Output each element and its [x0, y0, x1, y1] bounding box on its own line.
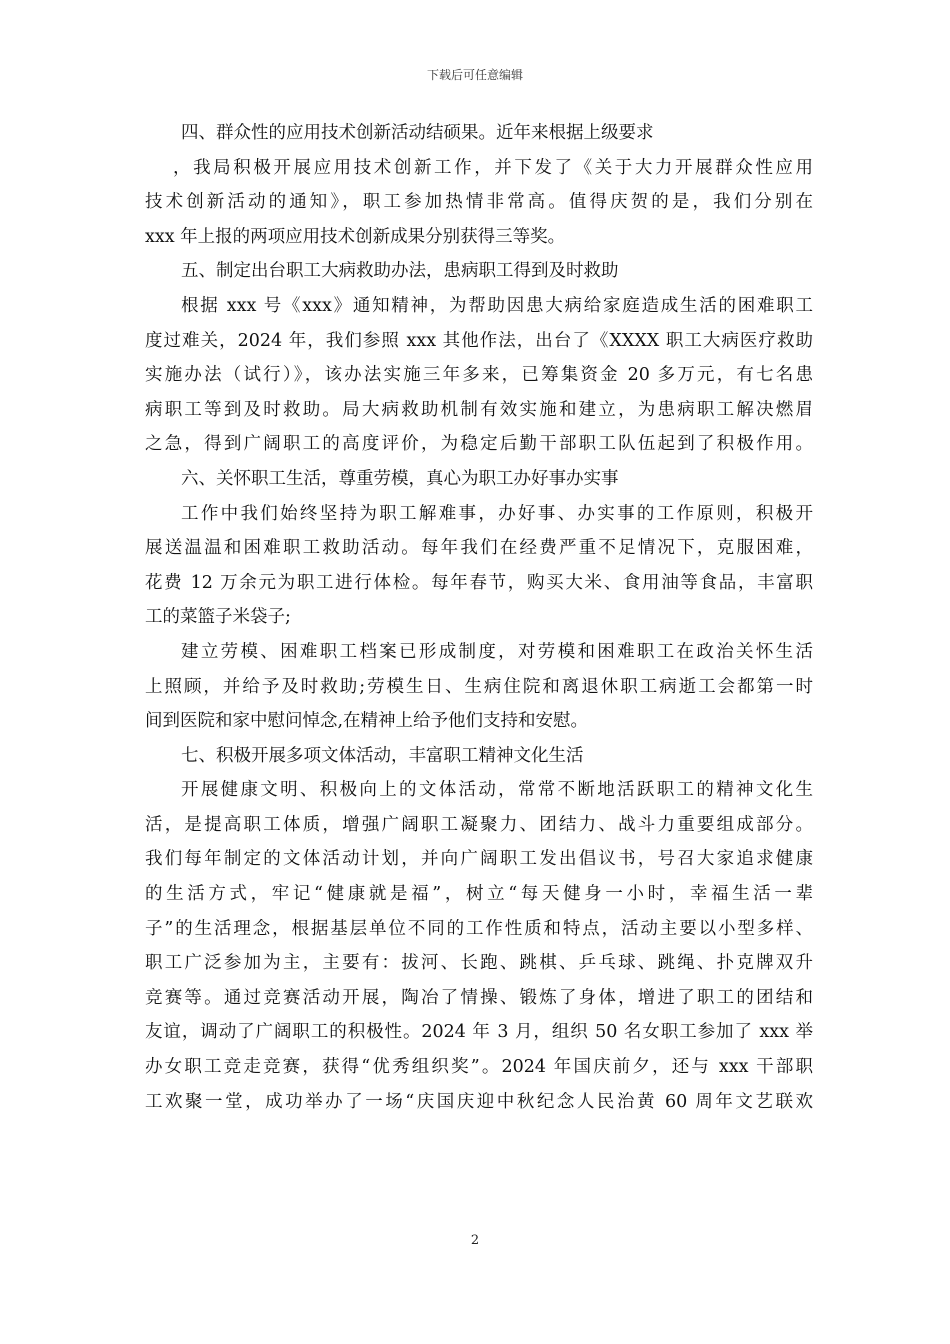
text-line: 七、积极开展多项文体活动，丰富职工精神文化生活: [181, 745, 584, 766]
text-line: 工欢聚一堂，成功举办了一场“庆国庆迎中秋纪念人民治黄 60 周年文艺联欢: [145, 1091, 813, 1112]
text-line: 四、群众性的应用技术创新活动结硕果。近年来根据上级要求: [181, 123, 654, 143]
text-line: 上照顾，并给予及时救助;劳模生日、生病住院和离退休职工病逝工会都第一时: [145, 676, 813, 697]
text-line: 开展健康文明、积极向上的文体活动，常常不断地活跃职工的精神文化生: [181, 780, 813, 801]
text-line: 办女职工竞走竞赛，获得“优秀组织奖”。2024 年国庆前夕，还与 xxx 干部职: [145, 1057, 813, 1078]
text-line: 病职工等到及时救助。局大病救助机制有效实施和建立，为患病职工解决燃眉: [145, 399, 813, 420]
text-line: 实施办法（试行）》，该办法实施三年多来，已筹集资金 20 多万元，有七名患: [145, 365, 813, 386]
text-line: 工的菜篮子米袋子;: [145, 607, 291, 628]
text-line: 五、制定出台职工大病救助办法，患病职工得到及时救助: [181, 261, 619, 282]
text-line: 我们每年制定的文体活动计划，并向广阔职工发出倡议书，号召大家追求健康: [145, 849, 813, 870]
text-line: 工作中我们始终坚持为职工解难事，办好事、办实事的工作原则，积极开: [181, 503, 813, 524]
text-line: 花费 12 万余元为职工进行体检。每年春节，购买大米、食用油等食品，丰富职: [145, 572, 813, 593]
text-line: 度过难关，2024 年，我们参照 xxx 其他作法，出台了《XXXX 职工大病医疗救助: [145, 330, 813, 351]
text-line: 职工广泛参加为主，主要有：拔河、长跑、跳棋、乒乓球、跳绳、扑克牌双升: [145, 953, 813, 974]
text-line: ，我局积极开展应用技术创新工作，并下发了《关于大力开展群众性应用: [173, 157, 813, 178]
text-line: 技术创新活动的通知》，职工参加热情非常高。值得庆贺的是，我们分别在: [145, 192, 813, 213]
document-body: [145, 116, 813, 1119]
text-line: 六、关怀职工生活，尊重劳模，真心为职工办好事办实事: [181, 468, 619, 489]
text-line: 之急，得到广阔职工的高度评价，为稳定后勤干部职工队伍起到了积极作用。: [145, 434, 813, 455]
text-line: 建立劳模、困难职工档案已形成制度，对劳模和困难职工在政治关怀生活: [181, 641, 813, 662]
text-line: 竞赛等。通过竞赛活动开展，陶冶了情操、锻炼了身体，增进了职工的团结和: [145, 987, 813, 1008]
text-line: 间到医院和家中慰问悼念,在精神上给予他们支持和安慰。: [145, 711, 589, 732]
text-line: 根据 xxx 号《xxx》通知精神，为帮助因患大病给家庭造成生活的困难职工: [181, 295, 813, 316]
text-line: xxx 年上报的两项应用技术创新成果分别获得三等奖。: [145, 226, 566, 247]
text-line: 友谊，调动了广阔职工的积极性。2024 年 3 月，组织 50 名女职工参加了 xxx 举: [145, 1022, 813, 1043]
text-line: 子”的生活理念，根据基层单位不同的工作性质和特点，活动主要以小型多样、: [145, 918, 813, 939]
text-line: 展送温温和困难职工救助活动。每年我们在经费严重不足情况下，克服困难，: [145, 538, 813, 559]
text-line: 活，是提高职工体质，增强广阔职工凝聚力、团结力、战斗力重要组成部分。: [145, 814, 813, 835]
page-number: 2: [470, 1233, 480, 1248]
text-line: 的生活方式，牢记“健康就是福”，树立“每天健身一小时，幸福生活一辈: [145, 884, 813, 905]
page-header-note: 下载后可任意编辑: [426, 68, 523, 82]
